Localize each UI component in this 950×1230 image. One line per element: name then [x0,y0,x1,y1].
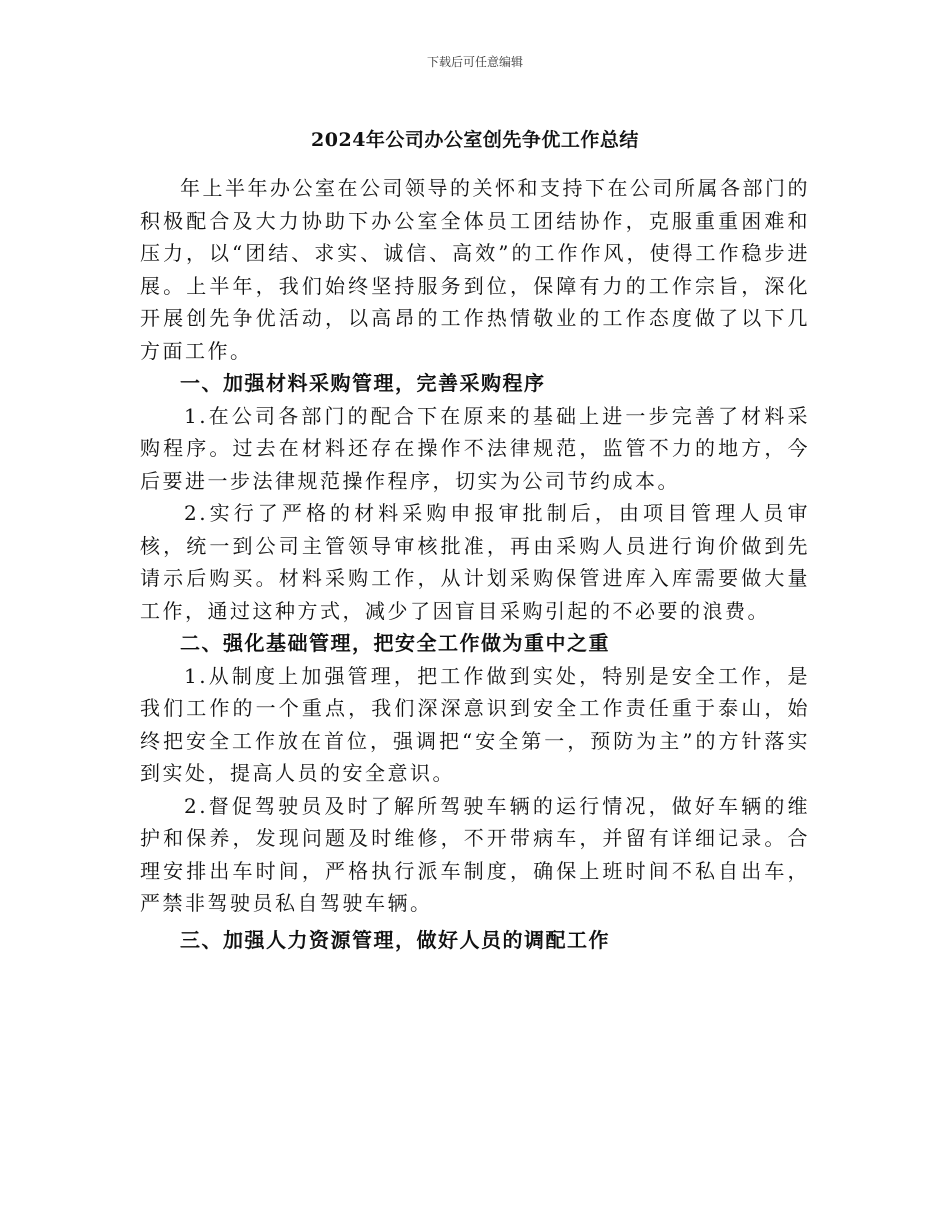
section-2-item-1: 1.从制度上加强管理，把工作做到实处，特别是安全工作，是我们工作的一个重点，我们深深意识到安全工作责任重于泰山，始终把安全工作放在首位，强调把“安全第一，预防为主”的方针落实到实处，提高人员的安全意识。 [140,663,810,785]
section-heading-3: 三、加强人力资源管理，做好人员的调配工作 [180,927,610,952]
document-body [140,172,810,956]
section-1-item-1: 1.在公司各部门的配合下在原来的基础上进一步完善了材料采购程序。过去在材料还存在操作不法律规范，监管不力的地方，今后要进一步法律规范操作程序，切实为公司节约成本。 [140,403,810,493]
intro-paragraph: 年上半年办公室在公司领导的关怀和支持下在公司所属各部门的积极配合及大力协助下办公室全体员工团结协作，克服重重困难和压力，以“团结、求实、诚信、高效”的工作作风，使得工作稳步进展。上半年，我们始终坚持服务到位，保障有力的工作宗旨，深化开展创先争优活动，以高昂的工作热情敬业的工作态度做了以下几方面工作。 [140,176,810,363]
document-title: 2024年公司办公室创先争优工作总结 [311,129,639,151]
page-header-note: 下载后可任意编辑 [426,55,523,69]
section-heading-2: 二、强化基础管理，把安全工作做为重中之重 [180,631,610,655]
section-1-item-2: 2.实行了严格的材料采购申报审批制后，由项目管理人员审核，统一到公司主管领导审核批准，再由采购人员进行询价做到先请示后购买。材料采购工作，从计划采购保管进库入库需要做大量工作，通过这种方式，减少了因盲目采购引起的不必要的浪费。 [140,501,810,623]
section-2-item-2: 2.督促驾驶员及时了解所驾驶车辆的运行情况，做好车辆的维护和保养，发现问题及时维修，不开带病车，并留有详细记录。合理安排出车时间，严格执行派车制度，确保上班时间不私自出车，严禁非驾驶员私自驾驶车辆。 [140,793,810,915]
section-heading-1: 一、加强材料采购管理，完善采购程序 [180,371,546,395]
